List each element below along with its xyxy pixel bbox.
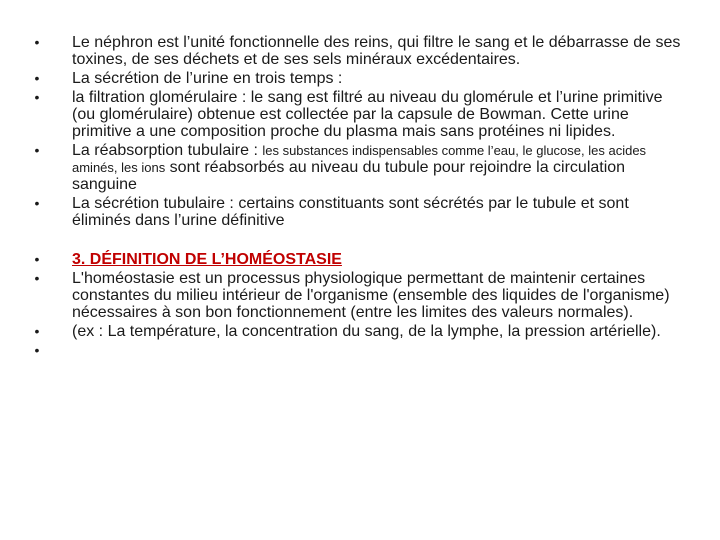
item-text-small: les substances indispensables comme l’eau, le glucose, les acides aminés, les ions (72, 143, 647, 175)
list-item-secretion-tubulaire (30, 195, 690, 229)
item-text: L'homéostasie est un processus physiologique permettant de maintenir certaines constantes du milieu intérieur de l'organisme (ensemble des liquides de l'organisme) nécessaires à son bon fonctionnement (entre les limites des valeurs normales). (72, 270, 670, 321)
item-text: La sécrétion de l’urine en trois temps : (72, 70, 343, 87)
list-item-secretion-urine (30, 70, 690, 87)
item-text: (ex : La température, la concentration du sang, de la lymphe, la pression artérielle). (72, 323, 661, 340)
item-text-tail: sont réabsorbés au niveau du tubule pour rejoindre la circulation sanguine (72, 159, 626, 193)
item-text: Le néphron est l’unité fonctionnelle des reins, qui filtre le sang et le débarrasse de ses toxines, de ses déchets et de ses sels minéraux excédentaires. (72, 34, 681, 68)
list-item-nephron (30, 34, 690, 68)
list-item-reabsorption (30, 142, 690, 193)
bullet-icon: • (34, 70, 40, 86)
bullet-icon: • (34, 270, 40, 286)
item-text: La sécrétion tubulaire : certains constituants sont sécrétés par le tubule et sont éliminés dans l’urine définitive (72, 195, 629, 229)
bullet-icon: • (34, 89, 40, 105)
bullet-icon: • (34, 195, 40, 211)
item-text-lead: La réabsorption tubulaire : (72, 142, 263, 159)
bullet-list (30, 34, 690, 358)
item-text: la filtration glomérulaire : le sang est filtré au niveau du glomérule et l’urine primitive (ou glomérulaire) obtenue est collectée par la capsule de Bowman. Cette urine primitive a une composition proche du plasma mais sans protéines ni lipides. (72, 89, 663, 140)
bullet-icon: • (34, 342, 40, 358)
bullet-icon: • (34, 142, 40, 158)
list-item-filtration (30, 89, 690, 140)
list-item-homeostasie-definition (30, 270, 690, 321)
bullet-icon: • (34, 34, 40, 50)
list-item-example (30, 323, 690, 340)
list-item-section-heading (30, 251, 690, 268)
bullet-icon: • (34, 251, 40, 267)
bullet-icon: • (34, 323, 40, 339)
section-heading: 3. DÉFINITION DE L’HOMÉOSTASIE (72, 251, 342, 268)
